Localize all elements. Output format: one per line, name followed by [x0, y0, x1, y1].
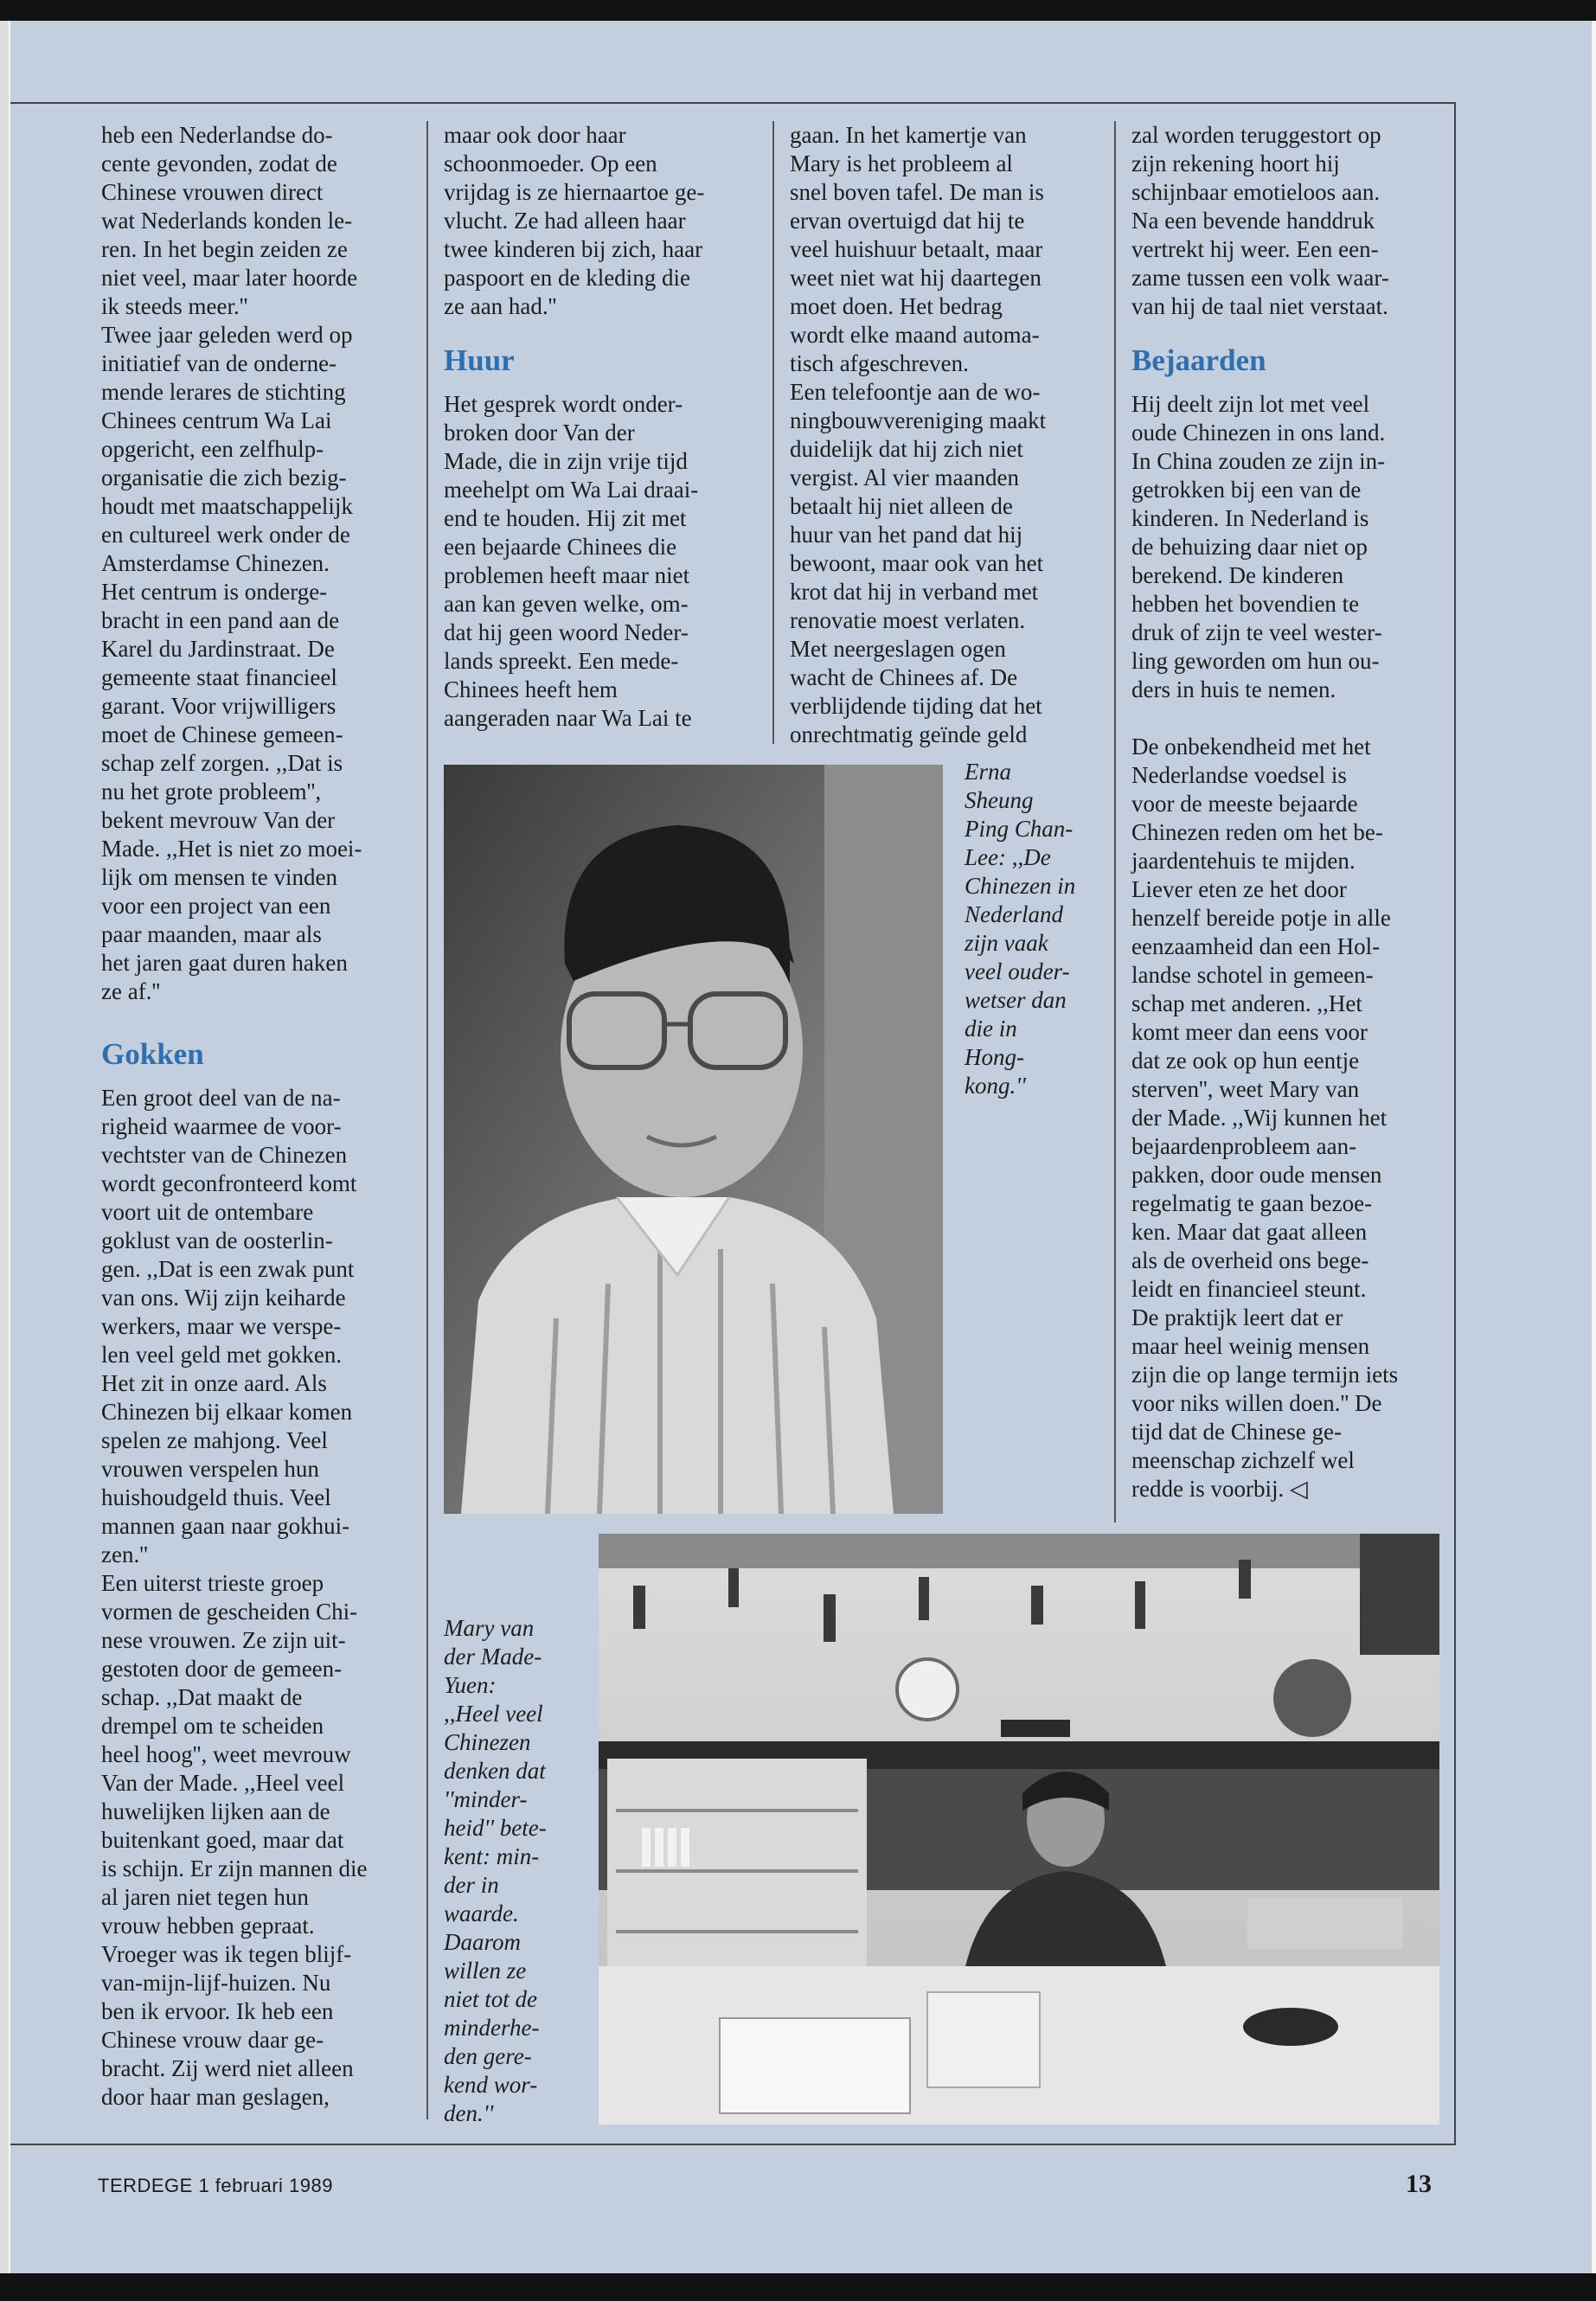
scan-bottom-border: [0, 2273, 1596, 2301]
section-heading-huur: Huur: [444, 343, 515, 377]
office-photo-mary: [599, 1534, 1439, 2125]
section-heading-gokken: Gokken: [101, 1037, 204, 1071]
page-frame-bottom: [10, 2144, 1456, 2145]
column-rule-1: [426, 121, 428, 2119]
col2-paragraph-1: maar ook door haar schoonmoeder. Op een vrijdag is ze hiernaartoe ge- vlucht. Ze had alleen haar twee kinderen bij zich, haar paspoort en de kleding die ze aan had.'': [444, 122, 705, 319]
col4-paragraph-1: zal worden teruggestort op zijn rekening hoort hij schijnbaar emotieloos aan. Na een bevende handdruk vertrekt hij weer. Een een- zame tussen een volk waar- van hij de taal niet verstaat.: [1131, 122, 1389, 319]
col4-paragraph-2: Hij deelt zijn lot met veel oude Chinezen in ons land. In China zouden ze zijn in- getrokken bij een van de kinderen. In Nederland is de behuizing daar niet op berekend. De kinderen hebben het bovendien te druk of zijn te veel wester- ling geworden om hun ou- ders in huis te nemen.: [1131, 391, 1386, 702]
footer-page-number: 13: [1406, 2170, 1432, 2198]
article-column-3: [790, 121, 1110, 749]
article-column-4: [1131, 121, 1452, 1503]
caption-mary: Mary van der Made- Yuen: ,,Heel veel Chinezen denken dat ''minder- heid'' bete- kent: min- der in waarde. Daarom willen ze niet tot de minderhe- den gere- kend wor- den.'': [444, 1615, 547, 2126]
page-frame-right: [1454, 102, 1456, 2144]
scan-left-edge: [0, 21, 9, 2287]
col1-paragraph-1: heb een Nederlandse do- cente gevonden, zodat de Chinese vrouwen direct wat Nederlands konden le- ren. In het begin zeiden ze niet veel, maar later hoorde ik steeds meer.'': [101, 122, 358, 319]
page-frame-top: [10, 102, 1455, 104]
col1-paragraph-3: Een groot deel van de na- righeid waarmee de voor- vechtster van de Chinezen wordt geconfronteerd komt voort uit de ontembare goklust van de oosterlin- gen. ,,Dat is een zwak punt van ons. Wij zijn keiharde werkers, maar we verspe- len veel geld met gokken. Het zit in onze aard. Als Chinezen bij elkaar komen spelen ze mahjong. Veel vrouwen verspelen hun huishoudgeld thuis. Veel mannen gaan naar gokhui- zen.'': [101, 1085, 357, 1567]
article-column-2: [444, 121, 764, 733]
portrait-photo-erna: [444, 765, 943, 1514]
column-rule-3: [1114, 121, 1116, 1522]
col1-paragraph-4: Een uiterst trieste groep vormen de gescheiden Chi- nese vrouwen. Ze zijn uit- gestoten door de gemeen- schap. ,,Dat maakt de drempel om te scheiden heel hoog'', weet mevrouw Van der Made. ,,Heel veel huwelijken lijken aan de buitenkant goed, maar dat is schijn. Er zijn mannen die al jaren niet tegen hun vrouw hebben gepraat. Vroeger was ik tegen blijf- van-mijn-lijf-huizen. Nu ben ik ervoor. Ik heb een Chinese vrouw daar ge- bracht. Zij werd niet alleen door haar man geslagen,: [101, 1570, 368, 2110]
article-column-1: [101, 121, 413, 2112]
col3-paragraph-1: gaan. In het kamertje van Mary is het probleem al snel boven tafel. De man is ervan overtuigd dat hij te veel huishuur betaalt, maar weet niet wat hij daartegen moet doen. Het bedrag wordt elke maand automa- tisch afgeschreven.: [790, 122, 1044, 376]
col2-paragraph-2: Het gesprek wordt onder- broken door Van der Made, die in zijn vrije tijd meehelpt om Wa Lai draai- end te houden. Hij zit met een bejaarde Chinees die problemen heeft maar niet aan kan geven welke, om- dat hij geen woord Neder- lands spreekt. Een mede- Chinees heeft hem aangeraden naar Wa Lai te: [444, 391, 699, 731]
col4-paragraph-3: De onbekendheid met het Nederlandse voedsel is voor de meeste bejaarde Chinezen reden om het be- jaardentehuis te mijden. Liever eten ze het door henzelf bereide potje in alle eenzaamheid dan een Hol- landse schotel in gemeen- schap met anderen. ,,Het komt meer dan eens voor dat ze ook op hun eentje sterven'', weet Mary van der Made. ,,Wij kunnen het bejaardenprobleem aan- pakken, door oude mensen regelmatig te gaan bezoe- ken. Maar dat gaat alleen als de overheid ons bege- leidt en financieel steunt. De praktijk leert dat er maar heel weinig mensen zijn die op lange termijn iets voor niks willen doen.'' De tijd dat de Chinese ge- meenschap zichzelf wel redde is voorbij. ◁: [1131, 734, 1399, 1502]
footer-publication: TERDEGE 1 februari 1989: [98, 2175, 333, 2196]
col3-paragraph-2: Een telefoontje aan de wo- ningbouwvereniging maakt duidelijk dat hij zich niet vergist. Al vier maanden betaalt hij niet alleen de huur van het pand dat hij bewoont, maar ook van het krot dat hij in verband met renovatie moest verlaten. Met neergeslagen ogen wacht de Chinees af. De verblijdende tijding dat het onrechtmatig geïnde geld: [790, 379, 1047, 747]
caption-erna: Erna Sheung Ping Chan- Lee: ,,De Chinezen in Nederland zijn vaak veel ouder- wetser dan die in Hong- kong.'': [965, 759, 1076, 1099]
column-rule-2: [772, 121, 774, 744]
section-heading-bejaarden: Bejaarden: [1131, 343, 1266, 377]
col1-paragraph-2: Twee jaar geleden werd op initiatief van de onderne- mende lerares de stichting Chinees centrum Wa Lai opgericht, een zelfhulp- organisatie die zich bezig- houdt met maatschappelijk en cultureel werk onder de Amsterdamse Chinezen. Het centrum is onderge- bracht in een pand aan de Karel du Jardinstraat. De gemeente staat financieel garant. Voor vrijwilligers moet de Chinese gemeen- schap zelf zorgen. ,,Dat is nu het grote probleem'', bekent mevrouw Van der Made. ,,Het is niet zo moei- lijk om mensen te vinden voor een project van een paar maanden, maar als het jaren gaat duren haken ze af.'': [101, 322, 362, 1004]
scan-top-border: [0, 0, 1596, 21]
